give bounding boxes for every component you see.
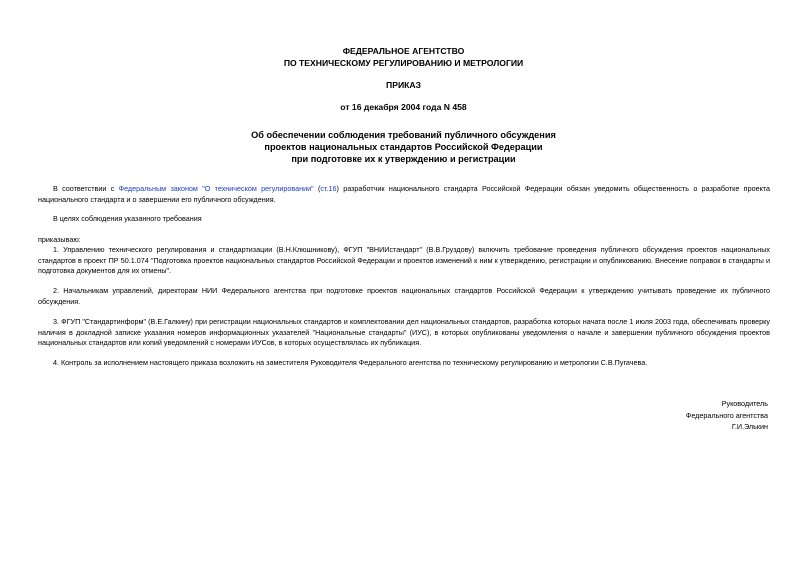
signature-block [686, 398, 768, 433]
document-title-line2: проектов национальных стандартов Российской Федерации [264, 142, 543, 152]
signature-position: Руководитель [721, 399, 768, 408]
preamble-text-mid: ( [313, 184, 321, 193]
agency-name-line1: ФЕДЕРАЛЬНОЕ АГЕНТСТВО [342, 46, 465, 56]
order-word: приказываю: [38, 235, 81, 244]
document-type: ПРИКАЗ [386, 80, 421, 90]
preamble-text-end: ) разработчик национального стандарта Российской Федерации обязан уведомить общественность о разработке проекта национального стандарта и о завершении его публичного обсуждения. [38, 184, 771, 204]
order-item-3: 3. ФГУП "Стандартинформ" (В.Е.Галкину) при регистрации национальных стандартов и комплектовании дел национальных стандартов, разработка которых начата после 1 июля 2003 года, обеспечивать проверку наличия в докладной записке указания номеров информационных указателей "Национальные стандарты" (ИУС), в которых опубликованы уведомления о начале и завершении публичного обсуждения проектов национальных стандартов или копий уведомлений с номерами ИУСов, в которых осуществлялась их публикация. [38, 317, 770, 347]
signature-name: Г.И.Элькин [731, 422, 768, 431]
order-item-2: 2. Начальникам управлений, директорам НИИ Федерального агентства при подготовке проектов национальных стандартов Российской Федерации к утверждению учитывать проведение их публичного обсуждения. [38, 286, 770, 306]
federal-law-link[interactable]: Федеральным законом "О техническом регулировании" [118, 184, 314, 193]
document-title-line1: Об обеспечении соблюдения требований публичного обсуждения [251, 130, 556, 140]
preamble-text-start: В соответствии с [53, 184, 119, 193]
purpose-paragraph: В целях соблюдения указанного требования [53, 214, 202, 223]
order-item-1: 1. Управлению технического регулирования и стандартизации (В.Н.Клюшникову), ФГУП "ВНИИстандарт" (В.В.Груздову) включить требование проведения публичного обсуждения проектов национальных стандартов в проект ПР 50.1.074 "Подготовка проектов национальных стандартов Российской Федерации и проектов изменений к ним к утверждению, регистрации и опубликованию. Внесение поправок в стандарты и подготовка документов для их отмены". [38, 245, 770, 275]
agency-name-line2: ПО ТЕХНИЧЕСКОМУ РЕГУЛИРОВАНИЮ И МЕТРОЛОГИИ [283, 58, 524, 68]
preamble-paragraph [38, 184, 770, 205]
document-date: от 16 декабря 2004 года N 458 [340, 102, 467, 112]
document-title-line3: при подготовке их к утверждению и регистрации [291, 154, 516, 164]
article-16-link[interactable]: ст.16 [320, 184, 337, 193]
signature-agency: Федерального агентства [685, 410, 768, 420]
order-item-4: 4. Контроль за исполнением настоящего приказа возложить на заместителя Руководителя Федерального агентства по техническому регулированию и метрологии С.В.Пугачева. [53, 358, 648, 367]
